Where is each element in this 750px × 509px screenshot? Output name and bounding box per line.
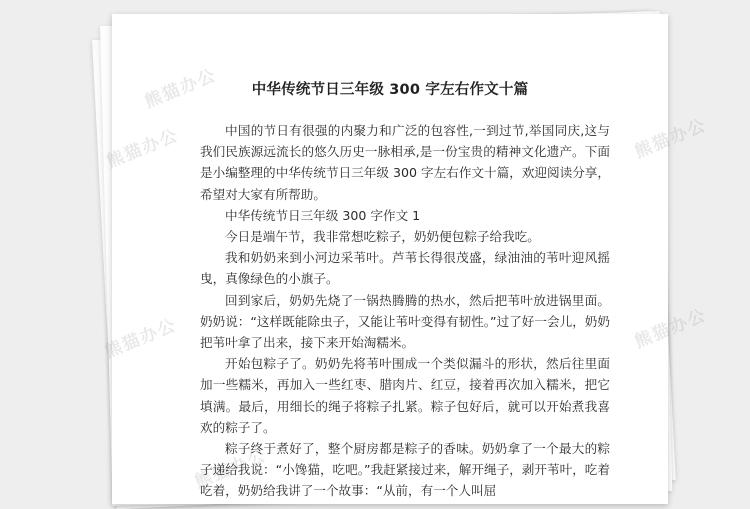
watermark: 熊猫办公	[191, 445, 270, 493]
paragraph: 粽子终于煮好了，整个厨房都是粽子的香味。奶奶拿了一个最大的粽子递给我说：“小馋猫，吃吧。”我赶紧接过来，解开绳子，剥开苇叶，吃着吃着，奶奶给我讲了一个故事：“从前，有一个人叫屈	[200, 441, 610, 499]
paragraph: 开始包粽子了。奶奶先将苇叶围成一个类似漏斗的形状，然后往里面加一些糯米，再加入一些红枣、腊肉片、红豆，接着再次加入糯米，把它填满。最后，用细长的绳子将粽子扎紧。粽子包好后，就可以开始煮我喜欢的粽子了。	[200, 356, 610, 435]
watermark: 熊猫办公	[631, 115, 710, 163]
paragraph: 今日是端午节，我非常想吃粽子，奶奶便包粽子给我吃。	[225, 229, 540, 245]
document-title: 中华传统节日三年级 300 字左右作文十篇	[251, 82, 529, 98]
watermark: 熊猫办公	[103, 125, 182, 173]
watermark: 熊猫办公	[141, 65, 220, 113]
document-page	[101, 14, 710, 504]
section-heading: 中华传统节日三年级 300 字作文 1	[225, 207, 421, 223]
paragraph: 回到家后，奶奶先烧了一锅热腾腾的热水，然后把苇叶放进锅里面。奶奶说：“这样既能除虫子，又能让苇叶变得有韧性。”过了好一会儿，奶奶把苇叶拿了出来，接下来开始淘糯米。	[200, 292, 610, 351]
paragraph: 中国的节日有很强的内聚力和广泛的包容性,一到过节,举国同庆,这与我们民族源远流长的悠久历史一脉相承,是一份宝贵的精神文化遗产。下面是小编整理的中华传统节日三年级 300 字左右作文十篇，欢迎阅读分享，希望对大家有所帮助。	[200, 123, 610, 202]
watermark: 熊猫办公	[101, 315, 180, 363]
document-body	[200, 120, 610, 502]
watermark: 熊猫办公	[631, 305, 710, 353]
paragraph: 我和奶奶来到小河边采苇叶。芦苇长得很茂盛，绿油油的苇叶迎风摇曳，真像绿色的小旗子。	[200, 250, 610, 287]
